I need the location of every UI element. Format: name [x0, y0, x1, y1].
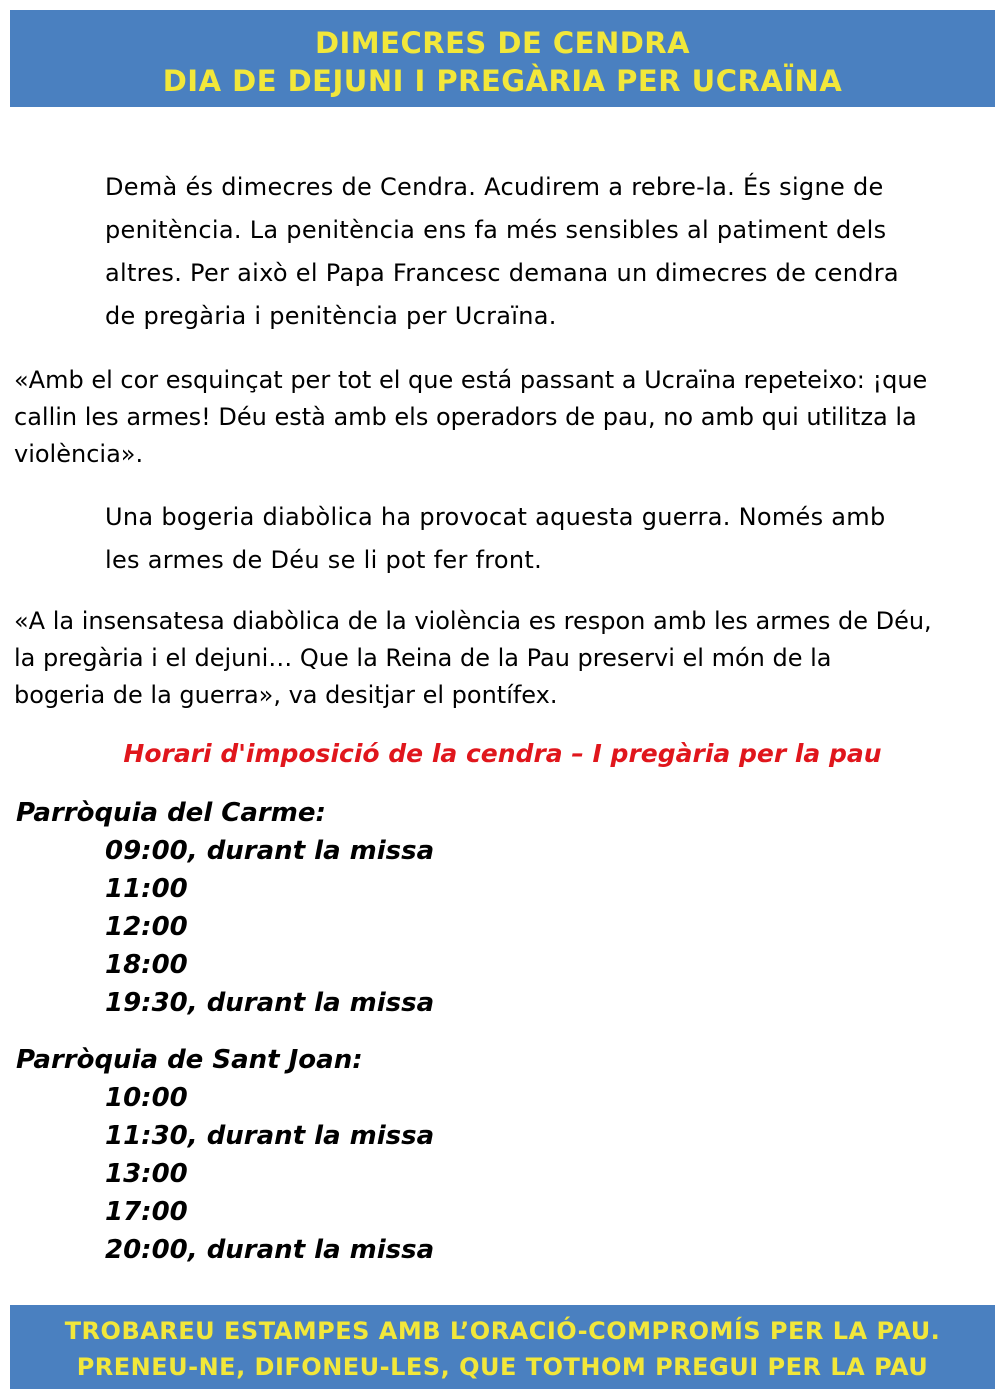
paragraph-line: violència».: [14, 440, 144, 468]
paragraph-line: bogeria de la guerra», va desitjar el pontífex.: [14, 681, 558, 709]
time-item: 19:30, durant la missa: [105, 988, 435, 1018]
schedule-title: Horari d'imposició de la cendra – I pregària per la pau: [123, 739, 882, 768]
header-banner: [10, 10, 995, 107]
time-item: 13:00: [105, 1159, 188, 1189]
time-item: 17:00: [105, 1197, 188, 1227]
intro-paragraph: [105, 166, 985, 338]
time-list-sant-joan: [105, 1079, 434, 1269]
middle-paragraph: [105, 496, 985, 582]
footer-line2: PRENEU-NE, DIFONEU-LES, QUE TOTHOM PREGUI PER LA PAU: [76, 1353, 929, 1381]
time-item: 11:00: [105, 874, 188, 904]
paragraph-line: la pregària i el dejuni… Que la Reina de la Pau preservi el món de la: [14, 644, 832, 672]
paragraph-line: altres. Per això el Papa Francesc demana un dimecres de cendra: [105, 259, 899, 287]
header-title-line2: DIA DE DEJUNI I PREGÀRIA PER UCRAÏNA: [162, 64, 843, 98]
pope-quote-2: [14, 603, 999, 714]
paragraph-line: «Amb el cor esquinçat per tot el que está passant a Ucraïna repeteixo: ¡que: [14, 366, 928, 394]
pope-quote-1: [14, 362, 999, 473]
time-item: 09:00, durant la missa: [105, 836, 435, 866]
footer-line1: TROBAREU ESTAMPES AMB L’ORACIÓ-COMPROMÍS PER LA PAU.: [64, 1317, 941, 1345]
paragraph-line: «A la insensatesa diabòlica de la violència es respon amb les armes de Déu,: [14, 607, 932, 635]
paragraph-line: callin les armes! Déu està amb els operadors de pau, no amb qui utilitza la: [14, 403, 917, 431]
paragraph-line: Demà és dimecres de Cendra. Acudirem a rebre-la. És signe de: [105, 173, 884, 201]
paragraph-line: Una bogeria diabòlica ha provocat aquesta guerra. Només amb: [105, 503, 886, 531]
time-item: 20:00, durant la missa: [105, 1235, 435, 1265]
header-title-line1: DIMECRES DE CENDRA: [314, 26, 691, 60]
time-item: 11:30, durant la missa: [105, 1121, 435, 1151]
parish-name-carme: Parròquia del Carme:: [16, 798, 326, 828]
time-item: 12:00: [105, 912, 188, 942]
paragraph-line: penitència. La penitència ens fa més sensibles al patiment dels: [105, 216, 887, 244]
parish-name-sant-joan: Parròquia de Sant Joan:: [16, 1045, 363, 1075]
time-item: 10:00: [105, 1083, 188, 1113]
paragraph-line: les armes de Déu se li pot fer front.: [105, 546, 543, 574]
paragraph-line: de pregària i penitència per Ucraïna.: [105, 302, 557, 330]
time-list-carme: [105, 832, 434, 1022]
footer-banner: [10, 1305, 995, 1389]
time-item: 18:00: [105, 950, 188, 980]
